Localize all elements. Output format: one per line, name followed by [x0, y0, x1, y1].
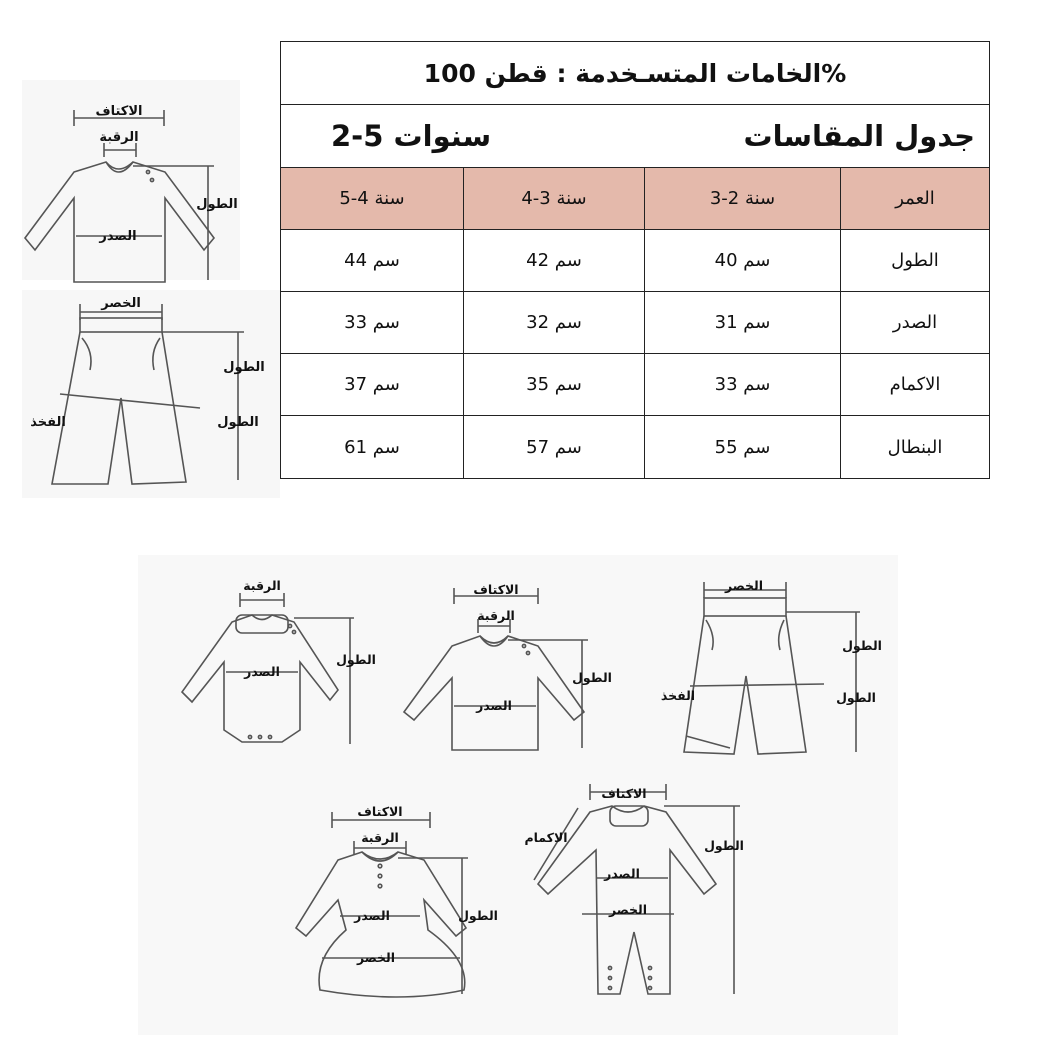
dress-chest-label: الصدر: [354, 908, 390, 923]
romper-waist-label: الخصر: [608, 902, 648, 917]
row-label-cell: البنطال: [887, 436, 943, 458]
sweater-shoulders-label: الاكتاف: [473, 582, 519, 597]
shirt-chest-label: الصدر: [99, 229, 137, 244]
pants-thigh-label: الفخذ: [30, 415, 66, 430]
shirt-length-label: الطول: [196, 197, 238, 212]
row-label-cell: الصدر: [892, 312, 938, 333]
table-cell: 42 سم: [464, 230, 645, 291]
pants-length2-label: الطول: [836, 690, 876, 705]
dress-length-label: الطول: [458, 908, 498, 923]
romper-sleeves-label: الاكمام: [524, 830, 568, 845]
table-cell: 35 سم: [464, 354, 645, 415]
pants-waistband: [704, 598, 786, 616]
bodysuit-length-label: الطول: [336, 652, 376, 667]
row-label-cell: الطول: [891, 250, 939, 271]
table-cell: 33 سم: [645, 354, 841, 415]
bodysuit-neck-label: الرقبة: [243, 578, 281, 593]
shirt-neck-label: الرقبة: [99, 130, 139, 145]
header-cell: 5-4 سنة: [281, 168, 464, 229]
header-cell: 3-2 سنة: [645, 168, 841, 229]
header-cell: 4-3 سنة: [464, 168, 645, 229]
pants-length2-label: الطول: [217, 415, 259, 430]
table-cell: 61 سم: [281, 416, 464, 478]
table-cell: 40 سم: [645, 230, 841, 291]
table-cell: 31 سم: [645, 292, 841, 353]
table-cell: 33 سم: [281, 292, 464, 353]
sweater-neck-label: الرقبة: [477, 608, 515, 623]
bodysuit-chest-label: الصدر: [244, 664, 280, 679]
dress-neck-label: الرقبة: [361, 830, 399, 845]
romper-chest-label: الصدر: [604, 866, 640, 881]
pants-waist-label: الخصر: [724, 578, 764, 593]
table-cell: 37 سم: [281, 354, 464, 415]
dress-shoulders-label: الاكتاف: [357, 804, 403, 819]
pants-waist-label: الخصر: [101, 296, 141, 311]
header-cell: العمر: [895, 188, 935, 209]
size-chart-label: جدول المقاسات: [743, 119, 975, 153]
table-cell: 57 سم: [464, 416, 645, 478]
pants-length-label: الطول: [842, 638, 882, 653]
shirt-shoulders-label: الاكتاف: [95, 104, 143, 119]
age-range-label: 2-5 سنوات: [331, 119, 492, 153]
row-label-cell: الاكمام: [889, 374, 941, 395]
dress-waist-label: الخصر: [356, 950, 396, 965]
romper-shoulders-label: الاكتاف: [601, 786, 647, 801]
pants-length-label: الطول: [223, 360, 265, 375]
table-cell: 44 سم: [281, 230, 464, 291]
table-cell: 32 سم: [464, 292, 645, 353]
sweater-outline: [404, 636, 584, 750]
romper-length-label: الطول: [704, 838, 744, 853]
pants-thigh-label: الفخذ: [660, 688, 696, 703]
sweater-chest-label: الصدر: [476, 698, 512, 713]
table-cell: 55 سم: [645, 416, 841, 478]
fabric-line: الخامات المتسـخدمة : قطن 100%: [281, 42, 989, 105]
sweater-length-label: الطول: [572, 670, 612, 685]
